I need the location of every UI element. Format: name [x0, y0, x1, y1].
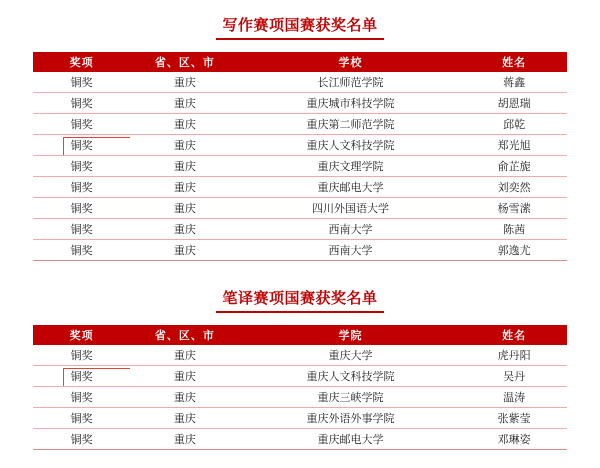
table-row-highlighted [33, 135, 567, 156]
top-spacer [0, 0, 600, 14]
cell-name: 虎丹阳 [461, 345, 567, 366]
cell-name: 邱乾 [461, 114, 567, 135]
title-table-gap-1 [0, 40, 600, 52]
section-translation [0, 287, 600, 450]
cell-region: 重庆 [130, 135, 239, 156]
cell-name: 陈茜 [461, 219, 567, 240]
cell-school: 重庆文理学院 [240, 156, 462, 177]
section-title-wrap-2 [0, 287, 600, 313]
cell-award: 铜奖 [33, 114, 130, 135]
cell-school: 重庆人文科技学院 [240, 135, 462, 156]
table-row [33, 429, 567, 450]
cell-school: 重庆大学 [240, 345, 462, 366]
col-header-school-1: 学校 [240, 52, 462, 72]
cell-school: 长江师范学院 [240, 72, 462, 93]
cell-region: 重庆 [130, 219, 239, 240]
cell-school: 重庆三峡学院 [240, 387, 462, 408]
cell-name: 邓琳姿 [461, 429, 567, 450]
cell-name: 张紫莹 [461, 408, 567, 429]
award-table-translation [33, 325, 567, 450]
cell-award: 铜奖 [33, 198, 130, 219]
col-header-award-1: 奖项 [33, 52, 130, 72]
cell-school: 重庆城市科技学院 [240, 93, 462, 114]
table-row [33, 219, 567, 240]
cell-award: 铜奖 [33, 93, 130, 114]
cell-award: 铜奖 [33, 177, 130, 198]
cell-region: 重庆 [130, 114, 239, 135]
cell-school: 重庆外语外事学院 [240, 408, 462, 429]
section-title-wrap-1 [0, 14, 600, 40]
cell-award: 铜奖 [33, 156, 130, 177]
table-row [33, 177, 567, 198]
title-underline-1 [216, 38, 384, 40]
cell-name: 吴丹 [461, 366, 567, 387]
award-table-writing [33, 52, 567, 261]
col-header-name-2: 姓名 [461, 325, 567, 345]
table-body-1 [33, 72, 567, 261]
table-row [33, 198, 567, 219]
cell-region: 重庆 [130, 345, 239, 366]
cell-region: 重庆 [130, 156, 239, 177]
col-header-region-2: 省、区、市 [130, 325, 239, 345]
cell-school: 重庆人文科技学院 [240, 366, 462, 387]
col-header-award-2: 奖项 [33, 325, 130, 345]
table-row [33, 156, 567, 177]
cell-name: 郭逸尤 [461, 240, 567, 261]
cell-region: 重庆 [130, 408, 239, 429]
section-title-1: 写作赛项国赛获奖名单 [222, 17, 378, 34]
cell-name: 温涛 [461, 387, 567, 408]
section-writing [0, 14, 600, 261]
cell-name: 杨雪潆 [461, 198, 567, 219]
cell-name: 刘奕然 [461, 177, 567, 198]
cell-school: 西南大学 [240, 240, 462, 261]
table-head-1 [33, 52, 567, 72]
cell-region: 重庆 [130, 366, 239, 387]
title-table-gap-2 [0, 313, 600, 325]
cell-school: 重庆邮电大学 [240, 177, 462, 198]
table-row [33, 72, 567, 93]
cell-region: 重庆 [130, 198, 239, 219]
cell-award: 铜奖 [33, 408, 130, 429]
col-header-name-1: 姓名 [461, 52, 567, 72]
cell-name: 蒋鑫 [461, 72, 567, 93]
table-row-highlighted [33, 366, 567, 387]
highlight-box [63, 137, 130, 156]
section-gap [0, 261, 600, 287]
cell-award: 铜奖 [33, 240, 130, 261]
table-row [33, 240, 567, 261]
table-header-row-2 [33, 325, 567, 345]
col-header-school-2: 学院 [240, 325, 462, 345]
cell-region: 重庆 [130, 177, 239, 198]
cell-school: 四川外国语大学 [240, 198, 462, 219]
section-title-2: 笔译赛项国赛获奖名单 [222, 290, 378, 307]
cell-award: 铜奖 [33, 345, 130, 366]
section-title-1-inner [216, 14, 384, 40]
cell-award: 铜奖 [33, 366, 130, 387]
table-row [33, 93, 567, 114]
cell-region: 重庆 [130, 429, 239, 450]
cell-name: 胡恩瑞 [461, 93, 567, 114]
cell-region: 重庆 [130, 93, 239, 114]
cell-award: 铜奖 [33, 72, 130, 93]
table-head-2 [33, 325, 567, 345]
table-body-2 [33, 345, 567, 450]
cell-award: 铜奖 [33, 135, 130, 156]
title-underline-2 [216, 311, 384, 313]
cell-region: 重庆 [130, 387, 239, 408]
cell-award: 铜奖 [33, 387, 130, 408]
section-title-2-inner [216, 287, 384, 313]
table-wrap-2 [33, 325, 567, 450]
table-header-row-1 [33, 52, 567, 72]
cell-region: 重庆 [130, 240, 239, 261]
cell-name: 俞芷旎 [461, 156, 567, 177]
cell-region: 重庆 [130, 72, 239, 93]
cell-name: 郑光旭 [461, 135, 567, 156]
cell-school: 重庆第二师范学院 [240, 114, 462, 135]
table-row [33, 408, 567, 429]
table-row [33, 345, 567, 366]
cell-award: 铜奖 [33, 429, 130, 450]
table-wrap-1 [33, 52, 567, 261]
table-row [33, 114, 567, 135]
cell-award: 铜奖 [33, 219, 130, 240]
col-header-region-1: 省、区、市 [130, 52, 239, 72]
table-row [33, 387, 567, 408]
cell-school: 西南大学 [240, 219, 462, 240]
cell-school: 重庆邮电大学 [240, 429, 462, 450]
highlight-box [63, 368, 130, 387]
